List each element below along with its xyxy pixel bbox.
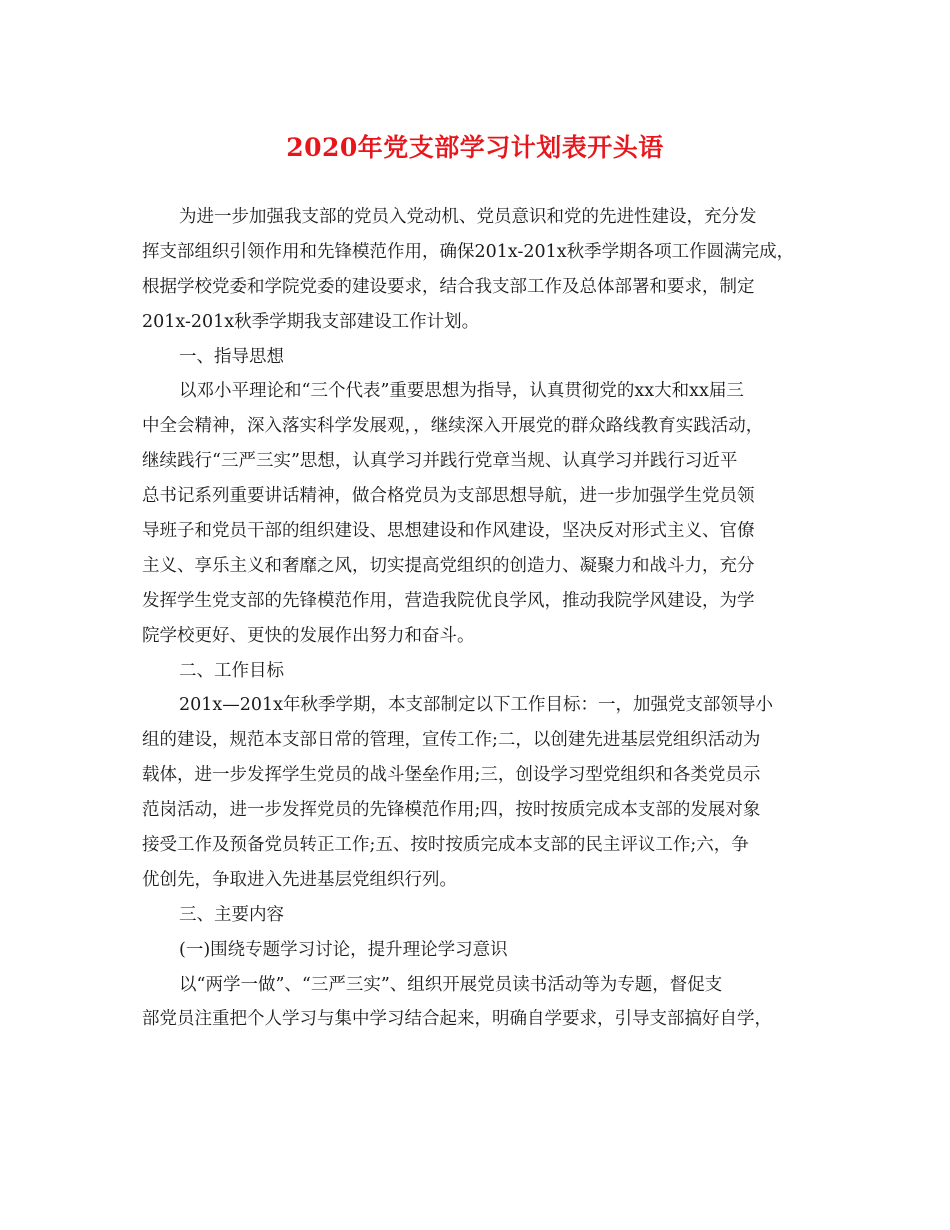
guiding-thought-line: 发挥学生党支部的先锋模范作用，营造我院优良学风，推动我院学风建设，为学 <box>142 590 755 611</box>
work-goals-line: 接受工作及预备党员转正工作;五、按时按质完成本支部的民主评议工作;六，争 <box>142 835 749 856</box>
main-content-line: 部党员注重把个人学习与集中学习结合起来，明确自学要求，引导支部搞好自学， <box>142 1009 772 1030</box>
document-body <box>142 200 830 1037</box>
work-goals-line: 组的建设，规范本支部日常的管理，宣传工作;二，以创建先进基层党组织活动为 <box>142 730 761 751</box>
section-heading-main-content: 三、主要内容 <box>179 904 284 925</box>
work-goals-line: 优创先，争取进入先进基层党组织行列。 <box>142 869 457 890</box>
guiding-thought-line: 继续践行“三严三实”思想，认真学习并践行党章当规、认真学习并践行习近平 <box>142 451 738 472</box>
guiding-thought-line: 以邓小平理论和“三个代表”重要思想为指导，认真贯彻党的xx大和xx届三 <box>179 381 744 402</box>
section-heading-guiding-thought: 一、指导思想 <box>179 346 284 367</box>
intro-paragraph-line: 为进一步加强我支部的党员入党动机、党员意识和党的先进性建设，充分发 <box>179 207 757 227</box>
guiding-thought-line: 主义、享乐主义和奢靡之风，切实提高党组织的创造力、凝聚力和战斗力，充分 <box>142 555 755 576</box>
section-heading-work-goals: 二、工作目标 <box>179 660 284 681</box>
guiding-thought-line: 院学校更好、更快的发展作出努力和奋斗。 <box>142 625 475 646</box>
work-goals-line: 201x—201x年秋季学期，本支部制定以下工作目标：一，加强党支部领导小 <box>179 695 774 716</box>
guiding-thought-line: 中全会精神，深入落实科学发展观，，继续深入开展党的群众路线教育实践活动， <box>142 416 764 437</box>
main-content-line: 以“两学一做”、“三严三实”、组织开展党员读书活动等为专题，督促支 <box>179 974 723 995</box>
intro-paragraph-line: 根据学校党委和学院党委的建设要求，结合我支部工作及总体部署和要求，制定 <box>142 276 755 297</box>
work-goals-line: 范岗活动，进一步发挥党员的先锋模范作用;四，按时按质完成本支部的发展对象 <box>142 800 761 821</box>
intro-paragraph-line: 201x-201x秋季学期我支部建设工作计划。 <box>142 311 480 332</box>
intro-paragraph-line: 挥支部组织引领作用和先锋模范作用，确保201x-201x秋季学期各项工作圆满完成， <box>142 241 795 262</box>
guiding-thought-line: 总书记系列重要讲话精神，做合格党员为支部思想导航，进一步加强学生党员领 <box>142 486 755 507</box>
subsection-heading-topic-study: (一)围绕专题学习讨论，提升理论学习意识 <box>179 939 508 960</box>
document-title: 2020年党支部学习计划表开头语 <box>286 133 664 162</box>
guiding-thought-line: 导班子和党员干部的组织建设、思想建设和作风建设，坚决反对形式主义、官僚 <box>142 521 755 542</box>
work-goals-line: 载体，进一步发挥学生党员的战斗堡垒作用;三，创设学习型党组织和各类党员示 <box>142 765 761 786</box>
